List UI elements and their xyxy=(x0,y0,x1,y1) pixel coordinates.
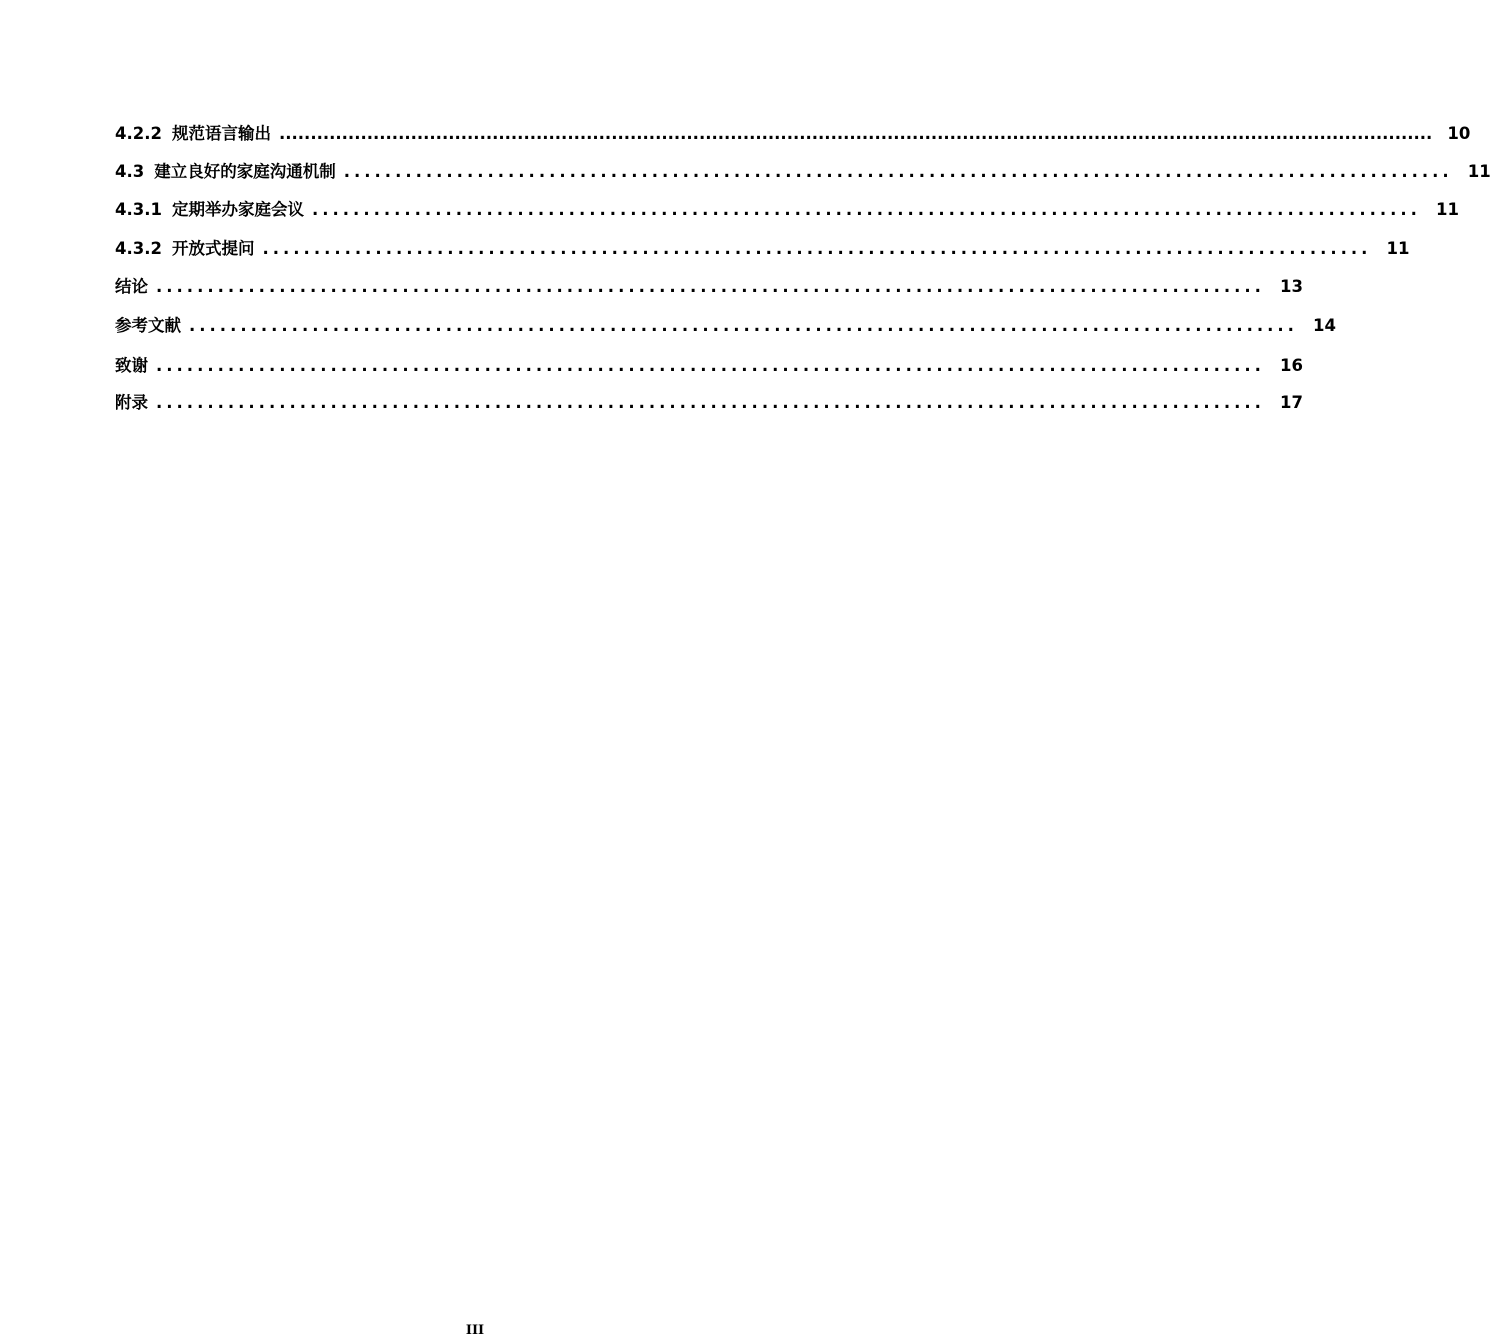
toc-entry-page: 10 xyxy=(1447,124,1471,143)
toc-entry-title: 结论 xyxy=(115,277,148,296)
toc-entry-number: 4.3 xyxy=(115,162,145,181)
toc-dot-leader: ............................................................................................................ xyxy=(311,200,1421,219)
toc-entry-title: 规范语言输出 xyxy=(171,124,271,143)
toc-entry[interactable] xyxy=(115,237,1410,261)
toc-dot-leader: ............................................................................................................ xyxy=(189,316,1298,335)
toc-dot-leader: ............................................................................................................ xyxy=(156,393,1265,412)
toc-entry-title: 定期举办家庭会议 xyxy=(171,200,304,219)
toc-dot-leader: ............................................................................................................ xyxy=(156,277,1265,296)
toc-entry-label xyxy=(115,198,312,222)
toc-entry-label xyxy=(115,275,156,299)
toc-entry-title: 参考文献 xyxy=(115,316,181,335)
toc-entry-page: 11 xyxy=(1435,200,1459,219)
toc-entry-page: 17 xyxy=(1279,393,1303,412)
toc-entry-page: 14 xyxy=(1312,316,1336,335)
toc-entry-page: 11 xyxy=(1467,162,1491,181)
toc-dot-leader: ............................................................................................................ xyxy=(343,162,1453,181)
toc-entry[interactable] xyxy=(115,122,1471,146)
toc-entry-label xyxy=(115,354,156,378)
toc-entry-label xyxy=(115,237,262,261)
toc-entry-number: 4.2.2 xyxy=(115,124,162,143)
toc-entry[interactable] xyxy=(115,198,1459,222)
page-number: III xyxy=(465,1323,485,1338)
toc-entry-page: 13 xyxy=(1279,277,1303,296)
toc-dot-leader: ............................................................................................................ xyxy=(156,356,1265,375)
toc-entry[interactable] xyxy=(115,275,1303,299)
toc-entry-page: 11 xyxy=(1386,239,1410,258)
toc-entry-label xyxy=(115,391,156,415)
toc-entry[interactable] xyxy=(115,391,1303,415)
toc-entry[interactable] xyxy=(115,354,1303,378)
toc-entry[interactable] xyxy=(115,160,1491,184)
toc-entry-label xyxy=(115,160,344,184)
toc-entry-label xyxy=(115,314,189,338)
toc-entry-title: 开放式提问 xyxy=(171,239,255,258)
toc-entry-number: 4.3.1 xyxy=(115,200,162,219)
toc-entry-label xyxy=(115,122,279,146)
toc-entry-title: 致谢 xyxy=(115,356,148,375)
toc-entry-number: 4.3.2 xyxy=(115,239,162,258)
toc-entry-title: 建立良好的家庭沟通机制 xyxy=(154,162,336,181)
toc-dot-leader: ........................................................................................................................................................................................ xyxy=(278,124,1433,143)
toc-entry[interactable] xyxy=(115,314,1336,338)
toc-dot-leader: ............................................................................................................ xyxy=(262,239,1372,258)
toc-entry-page: 16 xyxy=(1279,356,1303,375)
toc-entry-title: 附录 xyxy=(115,393,148,412)
